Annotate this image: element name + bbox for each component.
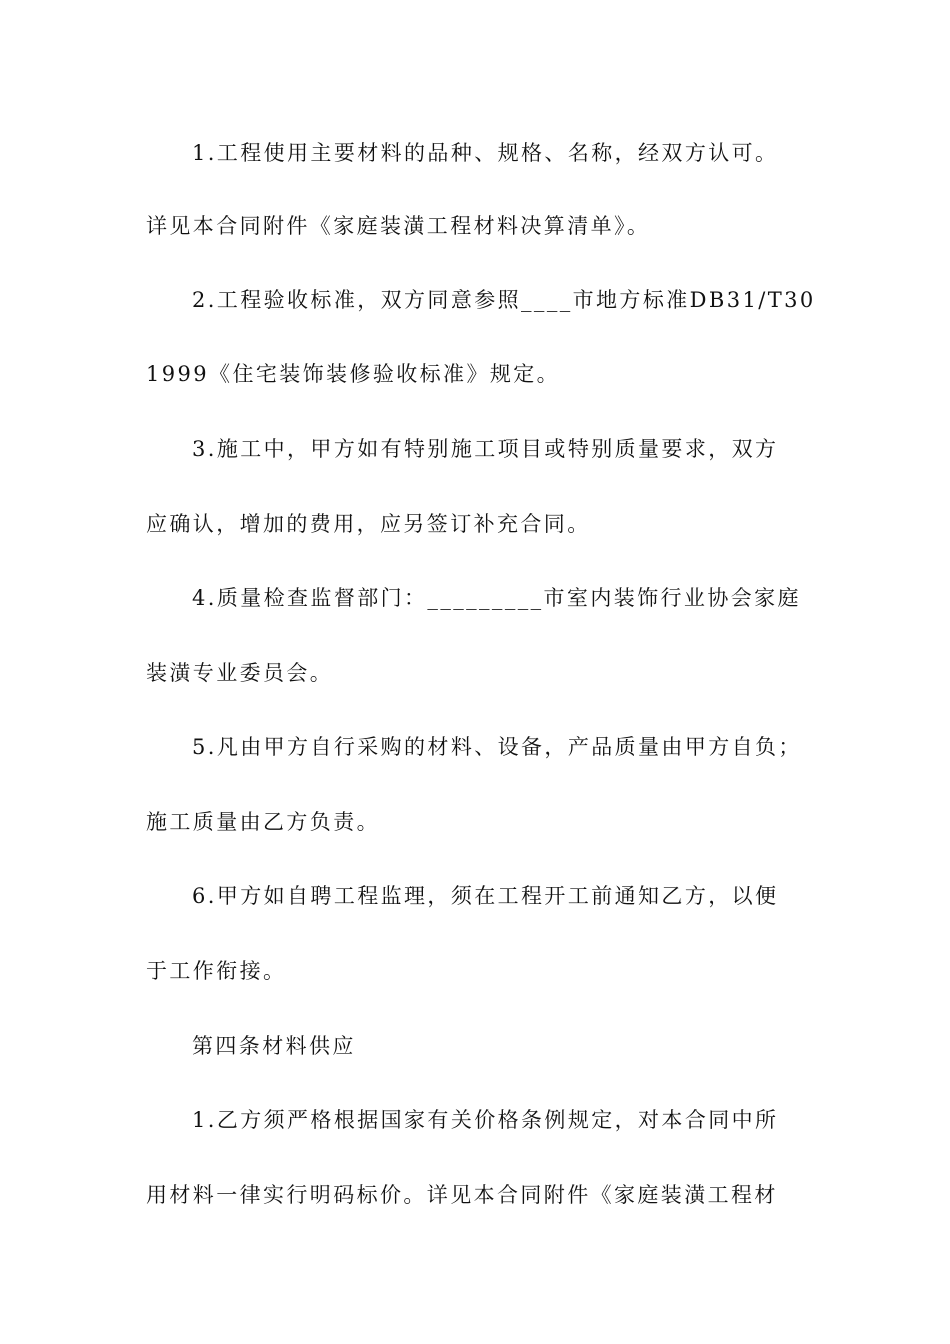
paragraph-line: 用材料一律实行明码标价。详见本合同附件《家庭装潢工程材 xyxy=(146,1183,778,1207)
paragraph-line: 6.甲方如自聘工程监理，须在工程开工前通知乙方，以便 xyxy=(192,884,779,908)
paragraph-line: 1999《住宅装饰装修验收标准》规定。 xyxy=(146,362,561,386)
paragraph-line: 4.质量检查监督部门：_________市室内装饰行业协会家庭 xyxy=(192,586,801,610)
paragraph-line: 详见本合同附件《家庭装潢工程材料决算清单》。 xyxy=(146,214,651,238)
paragraph-line: 3.施工中，甲方如有特别施工项目或特别质量要求，双方 xyxy=(192,437,779,461)
paragraph-line: 装潢专业委员会。 xyxy=(146,661,334,685)
paragraph-line: 1.工程使用主要材料的品种、规格、名称，经双方认可。 xyxy=(192,141,779,165)
paragraph-line: 施工质量由乙方负责。 xyxy=(146,810,380,834)
paragraph-line: 于工作衔接。 xyxy=(146,959,287,983)
paragraph-line: 2.工程验收标准，双方同意参照____市地方标准DB31/T30 xyxy=(192,288,816,312)
section-heading: 第四条材料供应 xyxy=(192,1034,356,1058)
paragraph-line: 应确认，增加的费用，应另签订补充合同。 xyxy=(146,512,591,536)
paragraph-line: 5.凡由甲方自行采购的材料、设备，产品质量由甲方自负； xyxy=(192,735,802,759)
paragraph-line: 1.乙方须严格根据国家有关价格条例规定，对本合同中所 xyxy=(192,1108,779,1132)
